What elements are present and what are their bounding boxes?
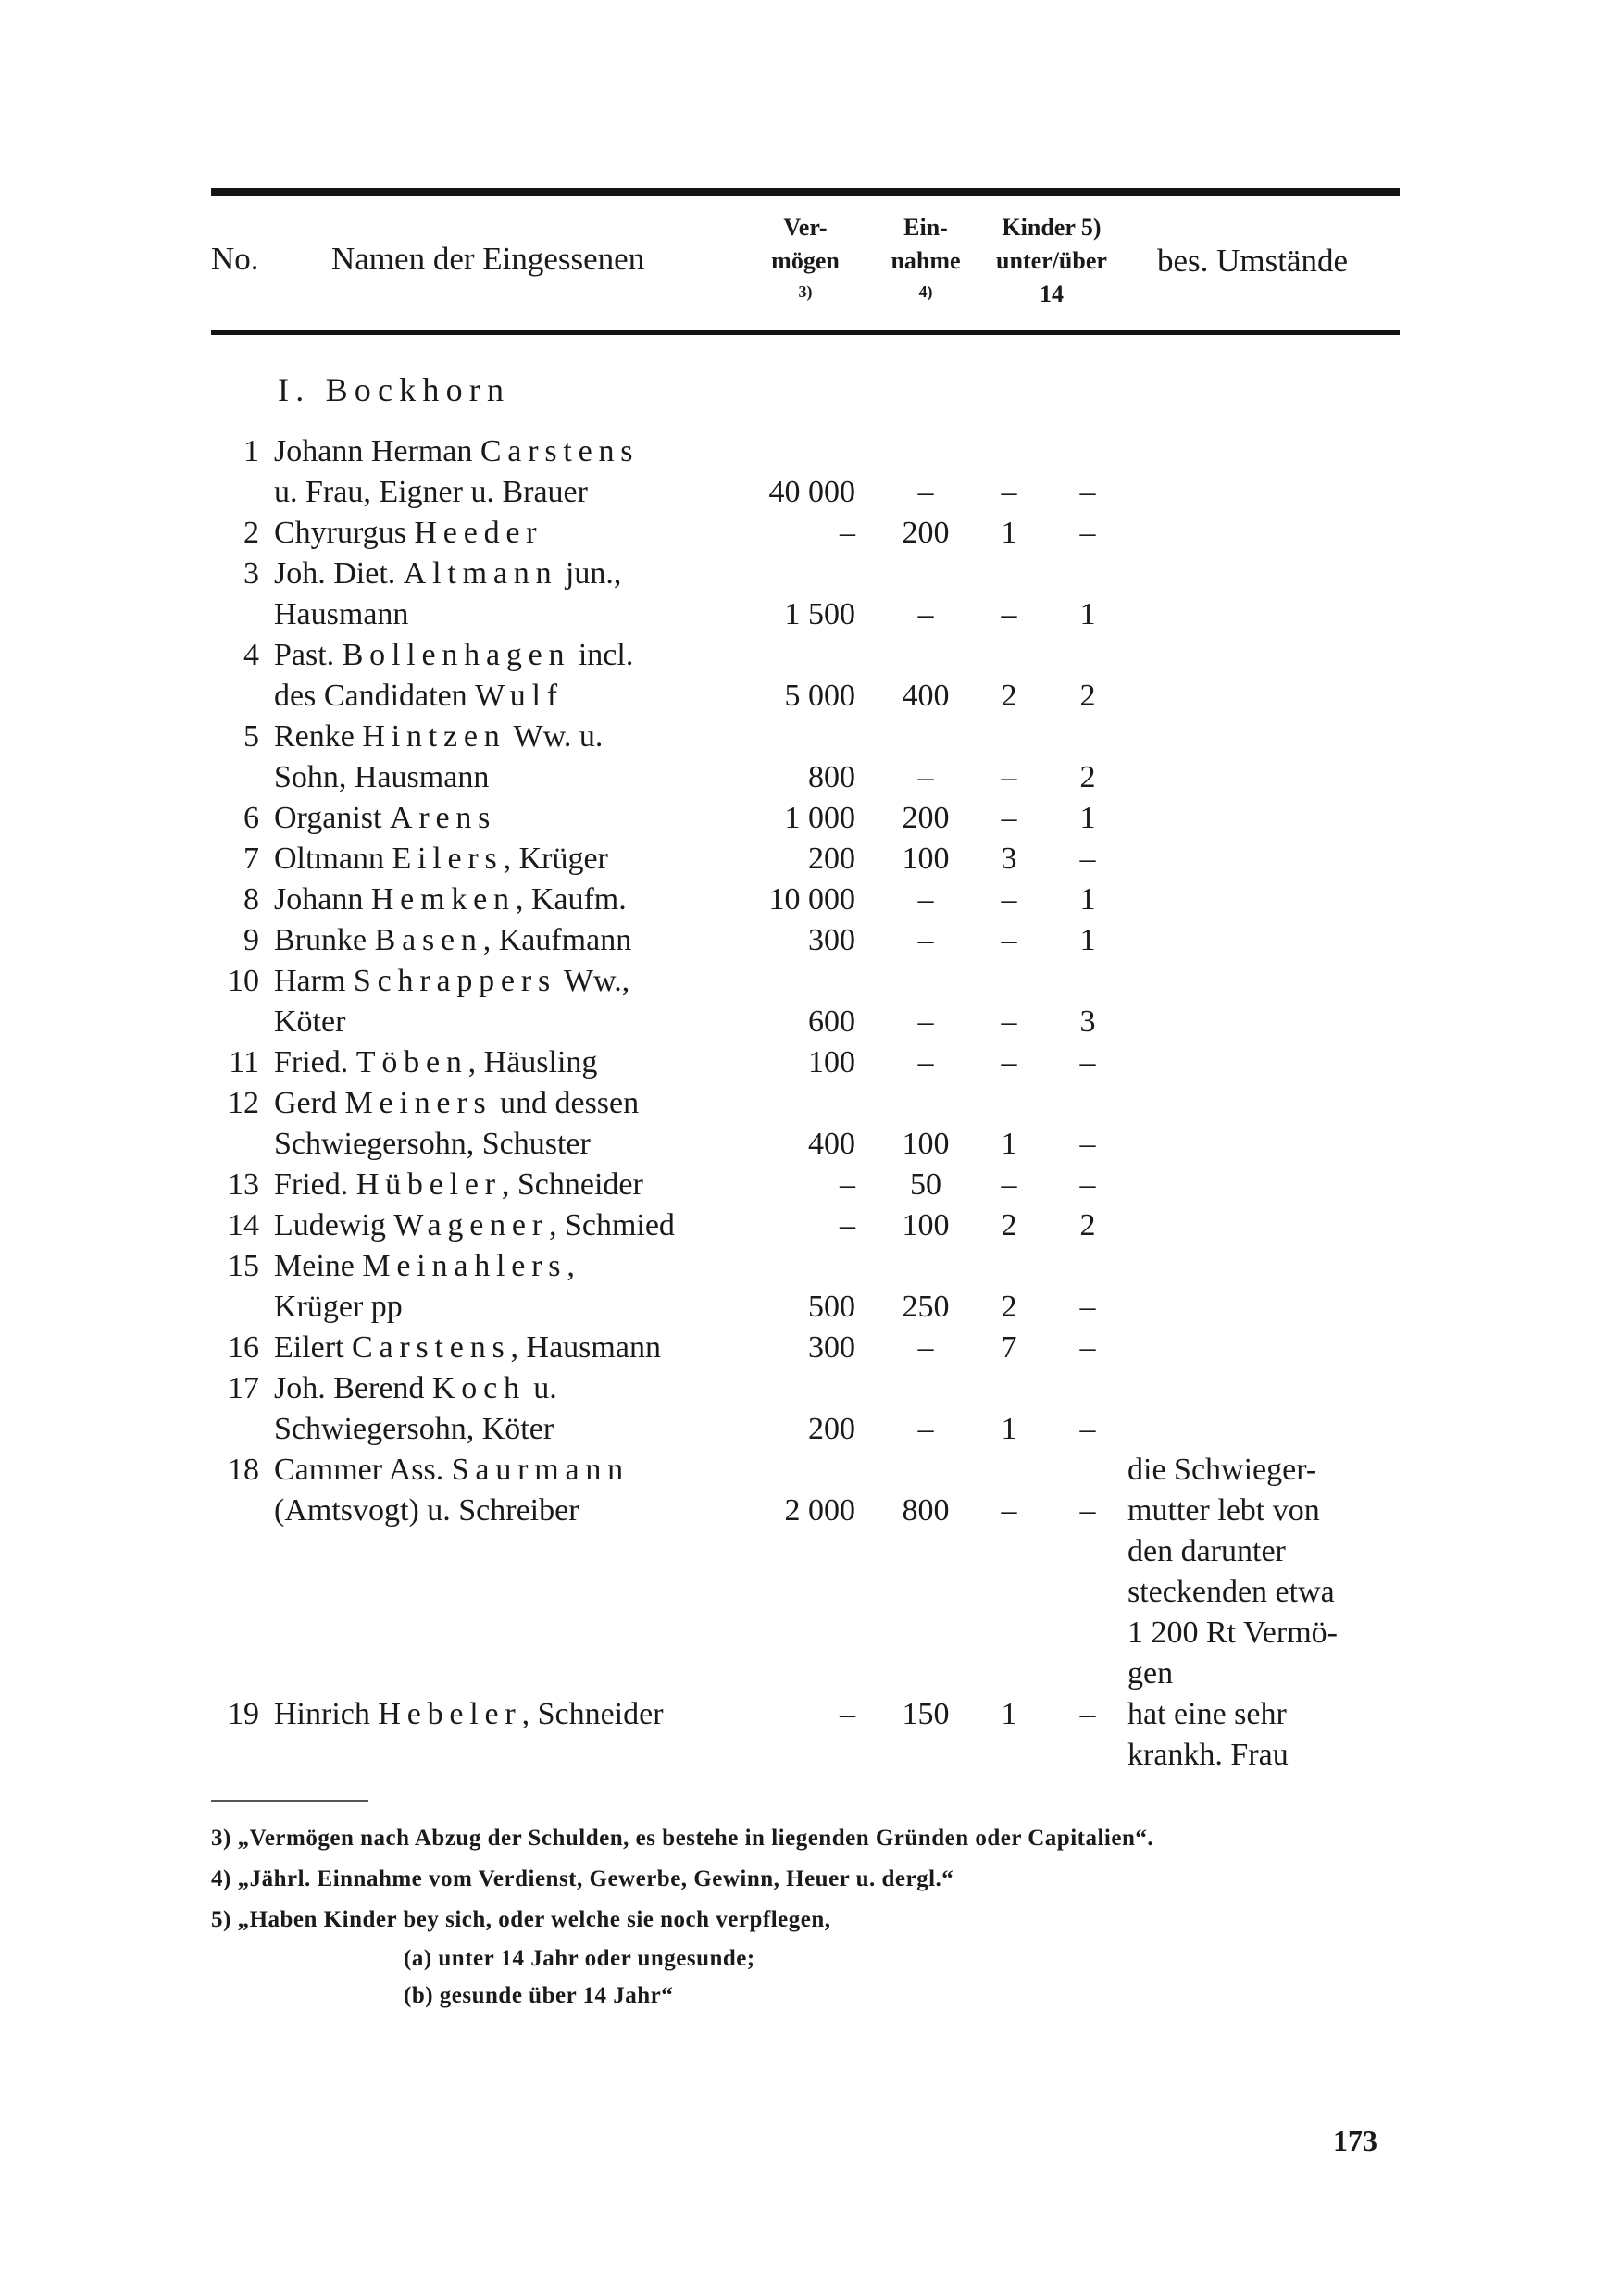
resident-name: [274, 1002, 345, 1042]
resident-name: [274, 554, 621, 594]
name-segment: Organist: [274, 801, 390, 835]
name-segment: Schwiegersohn, Köter: [274, 1412, 554, 1446]
kinder-unter-value: –: [1001, 1045, 1017, 1079]
footnote-4: 4) „Jährl. Einnahme vom Verdienst, Gewerbe, Gewinn, Heuer u. dergl.“: [211, 1866, 954, 1891]
name-segment: des Candidaten: [274, 679, 476, 713]
vermoegen-value: –: [840, 1167, 855, 1202]
table-row: [0, 1694, 1607, 1735]
einnahme-value: –: [917, 475, 934, 509]
table-row: [0, 1450, 1607, 1491]
resident-name: [274, 1409, 554, 1450]
resident-name: [274, 757, 489, 798]
table-row: [0, 839, 1607, 880]
kinder-ueber-value: 1: [1079, 882, 1096, 917]
name-segment: Hübeler: [355, 1167, 502, 1202]
row-number: 9: [243, 923, 259, 957]
kinder-unter-value: 1: [1001, 1412, 1017, 1446]
kinder-ueber-value: –: [1079, 1697, 1096, 1731]
einnahme-value: –: [917, 597, 934, 631]
einnahme-value: –: [917, 1412, 934, 1446]
row-number: 19: [228, 1697, 259, 1731]
table-row: [0, 757, 1607, 798]
vermoegen-value: 1 000: [784, 801, 855, 835]
resident-name: [274, 1328, 661, 1368]
table-top-rule: [211, 188, 1400, 196]
name-segment: Joh. Diet.: [274, 556, 404, 591]
kinder-ueber-value: –: [1079, 1290, 1096, 1324]
name-segment: Eilert: [274, 1330, 353, 1365]
table-row: [0, 1368, 1607, 1409]
einnahme-value: –: [917, 760, 934, 794]
name-segment: Carstens: [352, 1330, 511, 1365]
table-row: [0, 431, 1607, 472]
header-kinder: [978, 211, 1126, 311]
name-segment: Fried.: [274, 1045, 356, 1079]
einnahme-value: –: [917, 882, 934, 917]
row-number: 11: [229, 1045, 259, 1079]
kinder-unter-value: –: [1001, 597, 1017, 631]
einnahme-value: 150: [902, 1697, 950, 1731]
name-segment: Saurmann: [451, 1453, 629, 1487]
row-number: 12: [228, 1086, 259, 1120]
header-kinder-line2: unter/über: [996, 247, 1107, 274]
vermoegen-value: –: [840, 1208, 855, 1242]
table-row: [0, 554, 1607, 594]
resident-name: [274, 1205, 675, 1246]
row-number: 16: [228, 1330, 259, 1365]
row-number: 8: [243, 882, 259, 917]
resident-name: [274, 717, 603, 757]
umstaende-text: mutter lebt von: [1127, 1493, 1320, 1528]
name-segment: (Amtsvogt) u. Schreiber: [274, 1493, 579, 1528]
kinder-unter-value: 2: [1001, 679, 1017, 713]
kinder-unter-value: –: [1001, 882, 1017, 917]
name-segment: Altmann: [403, 556, 558, 591]
row-number: 3: [243, 556, 259, 591]
kinder-ueber-value: –: [1079, 475, 1096, 509]
table-row: [0, 961, 1607, 1002]
header-einnahme-line1: Ein-: [903, 214, 948, 241]
name-segment: , Hausmann: [510, 1330, 661, 1365]
header-einnahme: [879, 211, 972, 306]
kinder-unter-value: 7: [1001, 1330, 1017, 1365]
resident-name: [274, 1246, 575, 1287]
name-segment: Heeder: [414, 516, 543, 550]
table-row: [0, 1042, 1607, 1083]
vermoegen-value: 1 500: [784, 597, 855, 631]
name-segment: Carstens: [480, 434, 640, 468]
name-segment: , Krüger: [503, 842, 608, 876]
kinder-unter-value: –: [1001, 760, 1017, 794]
name-segment: Arens: [389, 801, 497, 835]
resident-name: [274, 1042, 597, 1083]
kinder-unter-value: 2: [1001, 1208, 1017, 1242]
resident-name: [274, 1491, 579, 1531]
kinder-ueber-value: –: [1079, 1127, 1096, 1161]
resident-name: [274, 1450, 629, 1491]
name-segment: Köter: [274, 1004, 346, 1039]
name-segment: Schwiegersohn, Schuster: [274, 1127, 591, 1161]
kinder-ueber-value: –: [1079, 1167, 1096, 1202]
table-row: [0, 1246, 1607, 1287]
name-segment: Hebeler: [378, 1697, 522, 1731]
resident-name: [274, 513, 542, 554]
table-row: [0, 472, 1607, 513]
resident-name: [274, 839, 608, 880]
einnahme-value: 250: [902, 1290, 950, 1324]
table-row: [0, 1165, 1607, 1205]
table-row: [0, 513, 1607, 554]
footnote-5b: (b) gesunde über 14 Jahr“: [404, 1983, 674, 2008]
kinder-ueber-value: 2: [1079, 679, 1096, 713]
kinder-ueber-value: –: [1079, 1045, 1096, 1079]
table-row: [0, 1491, 1607, 1531]
name-segment: Fried.: [274, 1167, 356, 1202]
header-einnahme-line2: nahme: [891, 247, 961, 274]
name-segment: Ww.,: [555, 964, 630, 998]
header-umstaende: bes. Umstände: [1157, 243, 1349, 279]
kinder-ueber-value: –: [1079, 1412, 1096, 1446]
header-kinder-line3: 14: [1040, 281, 1064, 307]
name-segment: Bollenhagen: [342, 638, 571, 672]
kinder-unter-value: –: [1001, 923, 1017, 957]
resident-name: [274, 1124, 591, 1165]
vermoegen-value: 500: [808, 1290, 855, 1324]
kinder-unter-value: –: [1001, 1493, 1017, 1528]
row-number: 5: [243, 719, 259, 754]
table-row: [0, 1613, 1607, 1653]
kinder-ueber-value: –: [1079, 1493, 1096, 1528]
vermoegen-value: 100: [808, 1045, 855, 1079]
row-number: 7: [243, 842, 259, 876]
table-row: [0, 1287, 1607, 1328]
footnote-5a: (a) unter 14 Jahr oder ungesunde;: [404, 1946, 755, 1971]
name-segment: Krüger pp: [274, 1290, 403, 1324]
kinder-unter-value: –: [1001, 1004, 1017, 1039]
header-kinder-line1: Kinder 5): [1002, 214, 1102, 241]
resident-name: [274, 961, 629, 1002]
name-segment: Brunke: [274, 923, 375, 957]
einnahme-value: –: [917, 1045, 934, 1079]
table-row: [0, 1409, 1607, 1450]
row-number: 6: [243, 801, 259, 835]
resident-name: [274, 431, 639, 472]
table-row: [0, 635, 1607, 676]
table-row: [0, 1124, 1607, 1165]
section-title: I. Bockhorn: [278, 371, 511, 408]
name-segment: Meine: [274, 1249, 363, 1283]
resident-name: [274, 676, 564, 717]
einnahme-value: –: [917, 1330, 934, 1365]
name-segment: Past.: [274, 638, 343, 672]
name-segment: und dessen: [492, 1086, 640, 1120]
name-segment: ,: [567, 1249, 575, 1283]
table-row: [0, 1205, 1607, 1246]
name-segment: , Kaufmann: [482, 923, 632, 957]
row-number: 13: [228, 1167, 259, 1202]
resident-name: [274, 920, 631, 961]
name-segment: Ludewig: [274, 1208, 394, 1242]
header-einnahme-ref: 4): [918, 282, 933, 301]
vermoegen-value: 5 000: [784, 679, 855, 713]
name-segment: Johann: [274, 882, 371, 917]
umstaende-text: hat eine sehr: [1127, 1697, 1287, 1731]
table-row: [0, 1328, 1607, 1368]
kinder-ueber-value: –: [1079, 516, 1096, 550]
table-row: [0, 1002, 1607, 1042]
header-vermoegen-ref: 3): [798, 282, 813, 301]
umstaende-text: die Schwieger-: [1127, 1453, 1317, 1487]
kinder-ueber-value: 1: [1079, 923, 1096, 957]
resident-name: [274, 880, 627, 920]
name-segment: , Schneider: [521, 1697, 664, 1731]
name-segment: Sohn, Hausmann: [274, 760, 490, 794]
row-number: 2: [243, 516, 259, 550]
row-number: 1: [243, 434, 259, 468]
vermoegen-value: 40 000: [768, 475, 855, 509]
kinder-unter-value: –: [1001, 1167, 1017, 1202]
einnahme-value: –: [917, 923, 934, 957]
resident-name: [274, 635, 633, 676]
name-segment: Chyrurgus: [274, 516, 415, 550]
name-segment: Hintzen: [362, 719, 506, 754]
table-row: [0, 594, 1607, 635]
table-row: [0, 798, 1607, 839]
name-segment: , Schneider: [501, 1167, 643, 1202]
einnahme-value: 100: [902, 842, 950, 876]
kinder-ueber-value: –: [1079, 1330, 1096, 1365]
row-number: 4: [243, 638, 259, 672]
row-number: 15: [228, 1249, 259, 1283]
resident-name: [274, 472, 588, 513]
kinder-unter-value: –: [1001, 801, 1017, 835]
name-segment: Cammer Ass.: [274, 1453, 452, 1487]
kinder-unter-value: 1: [1001, 1127, 1017, 1161]
name-segment: u.: [525, 1371, 557, 1405]
name-segment: u. Frau, Eigner u. Brauer: [274, 475, 588, 509]
name-segment: Gerd: [274, 1086, 345, 1120]
kinder-unter-value: 3: [1001, 842, 1017, 876]
einnahme-value: 200: [902, 516, 950, 550]
table-row: [0, 1653, 1607, 1694]
name-segment: , Häusling: [467, 1045, 598, 1079]
name-segment: Harm: [274, 964, 354, 998]
table-row: [0, 717, 1607, 757]
row-number: 14: [228, 1208, 259, 1242]
einnahme-value: 800: [902, 1493, 950, 1528]
kinder-ueber-value: 3: [1079, 1004, 1096, 1039]
header-name: Namen der Eingessenen: [331, 241, 645, 277]
footnote-rule: [211, 1800, 368, 1802]
table-row: [0, 1531, 1607, 1572]
vermoegen-value: 400: [808, 1127, 855, 1161]
vermoegen-value: 800: [808, 760, 855, 794]
table-header-rule: [211, 330, 1400, 335]
resident-name: [274, 1694, 664, 1735]
row-number: 18: [228, 1453, 259, 1487]
kinder-unter-value: 1: [1001, 516, 1017, 550]
resident-name: [274, 1083, 639, 1124]
vermoegen-value: –: [840, 516, 855, 550]
table-row: [0, 880, 1607, 920]
umstaende-text: 1 200 Rt Vermö-: [1127, 1616, 1338, 1650]
resident-name: [274, 1287, 403, 1328]
einnahme-value: –: [917, 1004, 934, 1039]
name-segment: Wagener: [393, 1208, 549, 1242]
name-segment: Joh. Berend: [274, 1371, 432, 1405]
name-segment: , Schmied: [548, 1208, 675, 1242]
umstaende-text: gen: [1127, 1656, 1174, 1691]
vermoegen-value: 200: [808, 1412, 855, 1446]
kinder-ueber-value: 2: [1079, 760, 1096, 794]
umstaende-text: steckenden etwa: [1127, 1575, 1335, 1609]
resident-name: [274, 798, 496, 839]
name-segment: Schrappers: [353, 964, 556, 998]
kinder-ueber-value: 1: [1079, 801, 1096, 835]
name-segment: incl.: [570, 638, 634, 672]
umstaende-text: krankh. Frau: [1127, 1738, 1289, 1772]
name-segment: Basen: [374, 923, 483, 957]
vermoegen-value: 200: [808, 842, 855, 876]
resident-name: [274, 594, 408, 635]
kinder-ueber-value: –: [1079, 842, 1096, 876]
name-segment: Wulf: [475, 679, 564, 713]
header-vermoegen-line2: mögen: [771, 247, 840, 274]
name-segment: Eilers: [392, 842, 504, 876]
resident-name: [274, 1165, 643, 1205]
row-number: 10: [228, 964, 259, 998]
name-segment: Oltmann: [274, 842, 392, 876]
page-number: 173: [1333, 2124, 1377, 2157]
vermoegen-value: 300: [808, 923, 855, 957]
vermoegen-value: 600: [808, 1004, 855, 1039]
umstaende-text: den darunter: [1127, 1534, 1286, 1568]
resident-name: [274, 1368, 557, 1409]
footnote-3: 3) „Vermögen nach Abzug der Schulden, es bestehe in liegenden Gründen oder Capitalien“.: [211, 1826, 1154, 1851]
kinder-unter-value: –: [1001, 475, 1017, 509]
table-row: [0, 1572, 1607, 1613]
header-vermoegen: [759, 211, 852, 306]
name-segment: Renke: [274, 719, 363, 754]
kinder-unter-value: 2: [1001, 1290, 1017, 1324]
kinder-unter-value: 1: [1001, 1697, 1017, 1731]
einnahme-value: 400: [902, 679, 950, 713]
table-row: [0, 920, 1607, 961]
kinder-ueber-value: 1: [1079, 597, 1096, 631]
table-row: [0, 676, 1607, 717]
name-segment: Meinahlers: [362, 1249, 567, 1283]
name-segment: Koch: [431, 1371, 526, 1405]
name-segment: Hausmann: [274, 597, 409, 631]
vermoegen-value: 300: [808, 1330, 855, 1365]
table-row: [0, 1083, 1607, 1124]
name-segment: Meiners: [344, 1086, 492, 1120]
einnahme-value: 100: [902, 1127, 950, 1161]
vermoegen-value: 10 000: [768, 882, 855, 917]
name-segment: Hemken: [370, 882, 516, 917]
kinder-ueber-value: 2: [1079, 1208, 1096, 1242]
row-number: 17: [228, 1371, 259, 1405]
einnahme-value: 200: [902, 801, 950, 835]
name-segment: Töben: [355, 1045, 468, 1079]
name-segment: , Kaufm.: [515, 882, 627, 917]
header-no: No.: [211, 241, 259, 277]
einnahme-value: 50: [910, 1167, 941, 1202]
name-segment: Johann Herman: [274, 434, 480, 468]
name-segment: jun.,: [557, 556, 622, 591]
footnote-5: 5) „Haben Kinder bey sich, oder welche sie noch verpflegen,: [211, 1907, 831, 1932]
vermoegen-value: –: [840, 1697, 855, 1731]
einnahme-value: 100: [902, 1208, 950, 1242]
table-row: [0, 1735, 1607, 1776]
name-segment: Hinrich: [274, 1697, 379, 1731]
name-segment: Ww. u.: [505, 719, 604, 754]
header-vermoegen-line1: Ver-: [783, 214, 828, 241]
vermoegen-value: 2 000: [784, 1493, 855, 1528]
